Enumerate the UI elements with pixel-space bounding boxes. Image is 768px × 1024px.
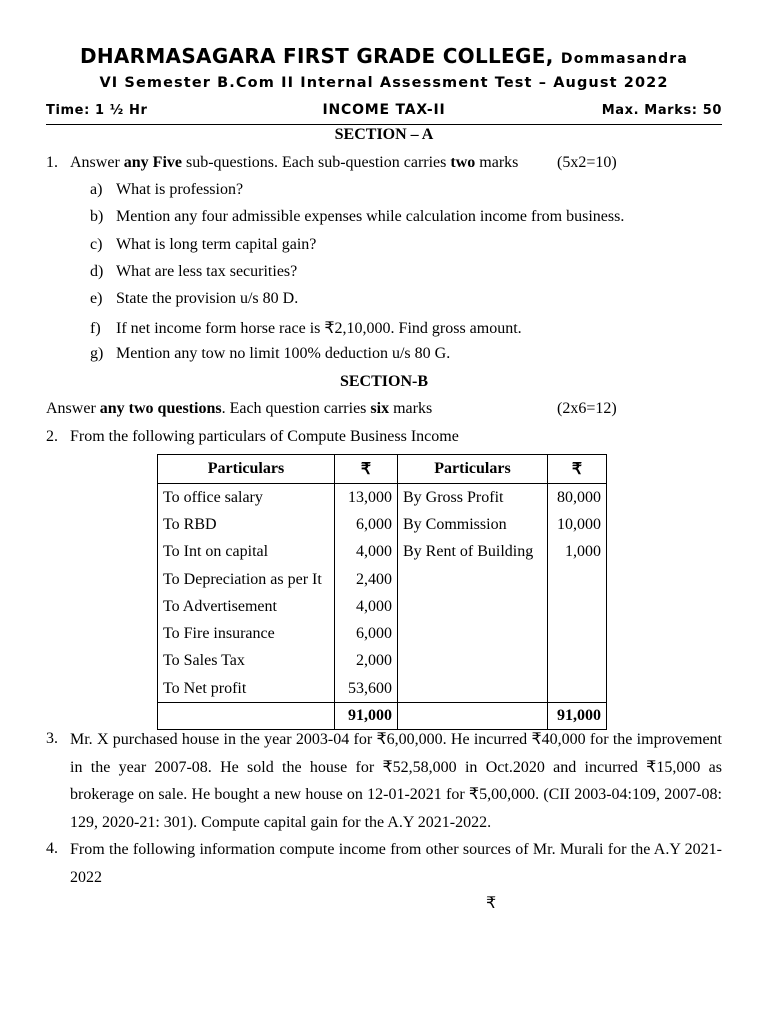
question-number: 1.	[46, 154, 58, 171]
text-run: marks	[475, 154, 519, 171]
section-a-title: SECTION – A	[334, 126, 434, 143]
currency-heading: ₹	[486, 895, 497, 912]
credit-particular: By Rent of Building	[398, 539, 548, 566]
sub-question	[90, 318, 522, 338]
sub-question-text: Mention any four admissible expenses while calculation income from business.	[116, 208, 625, 225]
text-run: Answer	[70, 154, 124, 171]
table-row	[158, 484, 607, 512]
sub-question-text: What is long term capital gain?	[116, 236, 317, 253]
credit-particular	[398, 593, 548, 620]
text-run-bold: any Five	[123, 154, 182, 171]
credit-amount	[548, 566, 607, 593]
debit-particular: To RBD	[158, 511, 335, 538]
sub-question-text: What is profession?	[116, 181, 244, 198]
credit-particular	[398, 566, 548, 593]
text-run: Answer	[46, 400, 100, 417]
section-b-marks: (2x6=12)	[557, 400, 617, 417]
question-4-text: From the following information compute income from other sources of Mr. Murali for the A.Y 2021-2022	[70, 841, 722, 886]
sub-question-label: f)	[90, 320, 101, 337]
question-3-text: Mr. X purchased house in the year 2003-04 for ₹6,00,000. He incurred ₹40,000 for the improvement in the year 2007-08. He sold the house for ₹52,58,000 in Oct.2020 and incurred ₹15,000 as brokerage on sale. He bought a new house on 12-01-2021 for ₹5,00,000. (CII 2003-04:109, 2007-08: 129, 2020-21: 301). Compute capital gain for the A.Y 2021-2022.	[70, 731, 722, 831]
table-row	[158, 539, 607, 566]
credit-amount	[548, 593, 607, 620]
exam-title: VI Semester B.Com II Internal Assessment Test – August 2022	[99, 75, 669, 91]
question-number: 3.	[46, 730, 58, 747]
sub-question-label: c)	[90, 236, 103, 253]
question-1-marks: (5x2=10)	[557, 154, 617, 171]
sub-question-label: b)	[90, 208, 104, 225]
profit-and-loss-table	[157, 454, 607, 730]
sub-question	[90, 181, 243, 199]
column-header: Particulars	[398, 455, 548, 484]
sub-question-text: If net income form horse race is ₹2,10,000. Find gross amount.	[116, 320, 522, 337]
debit-amount: 2,400	[335, 566, 398, 593]
debit-particular: To Fire insurance	[158, 620, 335, 647]
debit-amount: 6,000	[335, 620, 398, 647]
subject-title: INCOME TAX-II	[322, 102, 446, 118]
sub-question-text: What are less tax securities?	[116, 263, 298, 280]
debit-amount: 6,000	[335, 511, 398, 538]
credit-particular	[398, 620, 548, 647]
sub-question	[90, 290, 298, 308]
text-run-bold: six	[370, 400, 390, 417]
credit-particular	[398, 675, 548, 703]
sub-question	[90, 236, 316, 254]
text-run-bold: any two questions	[99, 400, 222, 417]
column-header: Particulars	[158, 455, 335, 484]
column-header: ₹	[335, 455, 398, 484]
debit-amount: 53,600	[335, 675, 398, 703]
credit-total: 91,000	[548, 703, 607, 730]
text-run-bold: two	[450, 154, 476, 171]
table-row	[158, 593, 607, 620]
table-row	[158, 675, 607, 703]
question-1-text	[70, 154, 518, 172]
college-place: Dommasandra	[560, 51, 689, 67]
question-number: 4.	[46, 840, 58, 857]
debit-amount: 4,000	[335, 593, 398, 620]
exam-duration: Time: 1 ½ Hr	[46, 103, 148, 118]
question-number: 2.	[46, 428, 58, 445]
table-row	[158, 648, 607, 675]
column-header: ₹	[548, 455, 607, 484]
credit-amount	[548, 620, 607, 647]
credit-amount: 1,000	[548, 539, 607, 566]
debit-particular: To Int on capital	[158, 539, 335, 566]
credit-amount	[548, 648, 607, 675]
question-2-text: From the following particulars of Compute Business Income	[70, 428, 459, 445]
sub-question	[90, 208, 624, 226]
credit-amount: 10,000	[548, 511, 607, 538]
sub-question-label: a)	[90, 181, 103, 198]
sub-question	[90, 345, 450, 363]
sub-question-label: e)	[90, 290, 103, 307]
section-b-instruction	[46, 400, 432, 418]
table-header-row	[158, 455, 607, 484]
debit-particular: To Sales Tax	[158, 648, 335, 675]
sub-question-text: State the provision u/s 80 D.	[116, 290, 299, 307]
debit-total: 91,000	[335, 703, 398, 730]
sub-question-text: Mention any tow no limit 100% deduction u/s 80 G.	[116, 345, 451, 362]
debit-particular: To Advertisement	[158, 593, 335, 620]
text-run: . Each question carries	[221, 400, 371, 417]
table-row	[158, 620, 607, 647]
credit-particular	[398, 648, 548, 675]
table-row	[158, 511, 607, 538]
credit-amount: 80,000	[548, 484, 607, 512]
sub-question-label: d)	[90, 263, 104, 280]
credit-particular: By Commission	[398, 511, 548, 538]
header-divider	[46, 124, 722, 125]
credit-amount	[548, 675, 607, 703]
debit-amount: 13,000	[335, 484, 398, 512]
table-row	[158, 566, 607, 593]
debit-particular: To office salary	[158, 484, 335, 512]
college-name: DHARMASAGARA FIRST GRADE COLLEGE,	[79, 44, 554, 68]
sub-question	[90, 263, 297, 281]
credit-particular: By Gross Profit	[398, 484, 548, 512]
college-header	[0, 44, 768, 68]
section-b-title: SECTION-B	[339, 373, 429, 390]
text-run: sub-questions. Each sub-question carries	[181, 154, 451, 171]
debit-amount: 2,000	[335, 648, 398, 675]
max-marks: Max. Marks: 50	[601, 103, 722, 118]
text-run: marks	[389, 400, 433, 417]
debit-amount: 4,000	[335, 539, 398, 566]
debit-particular: To Net profit	[158, 675, 335, 703]
exam-meta	[46, 102, 722, 122]
debit-particular: To Depreciation as per It	[158, 566, 335, 593]
sub-question-label: g)	[90, 345, 104, 362]
